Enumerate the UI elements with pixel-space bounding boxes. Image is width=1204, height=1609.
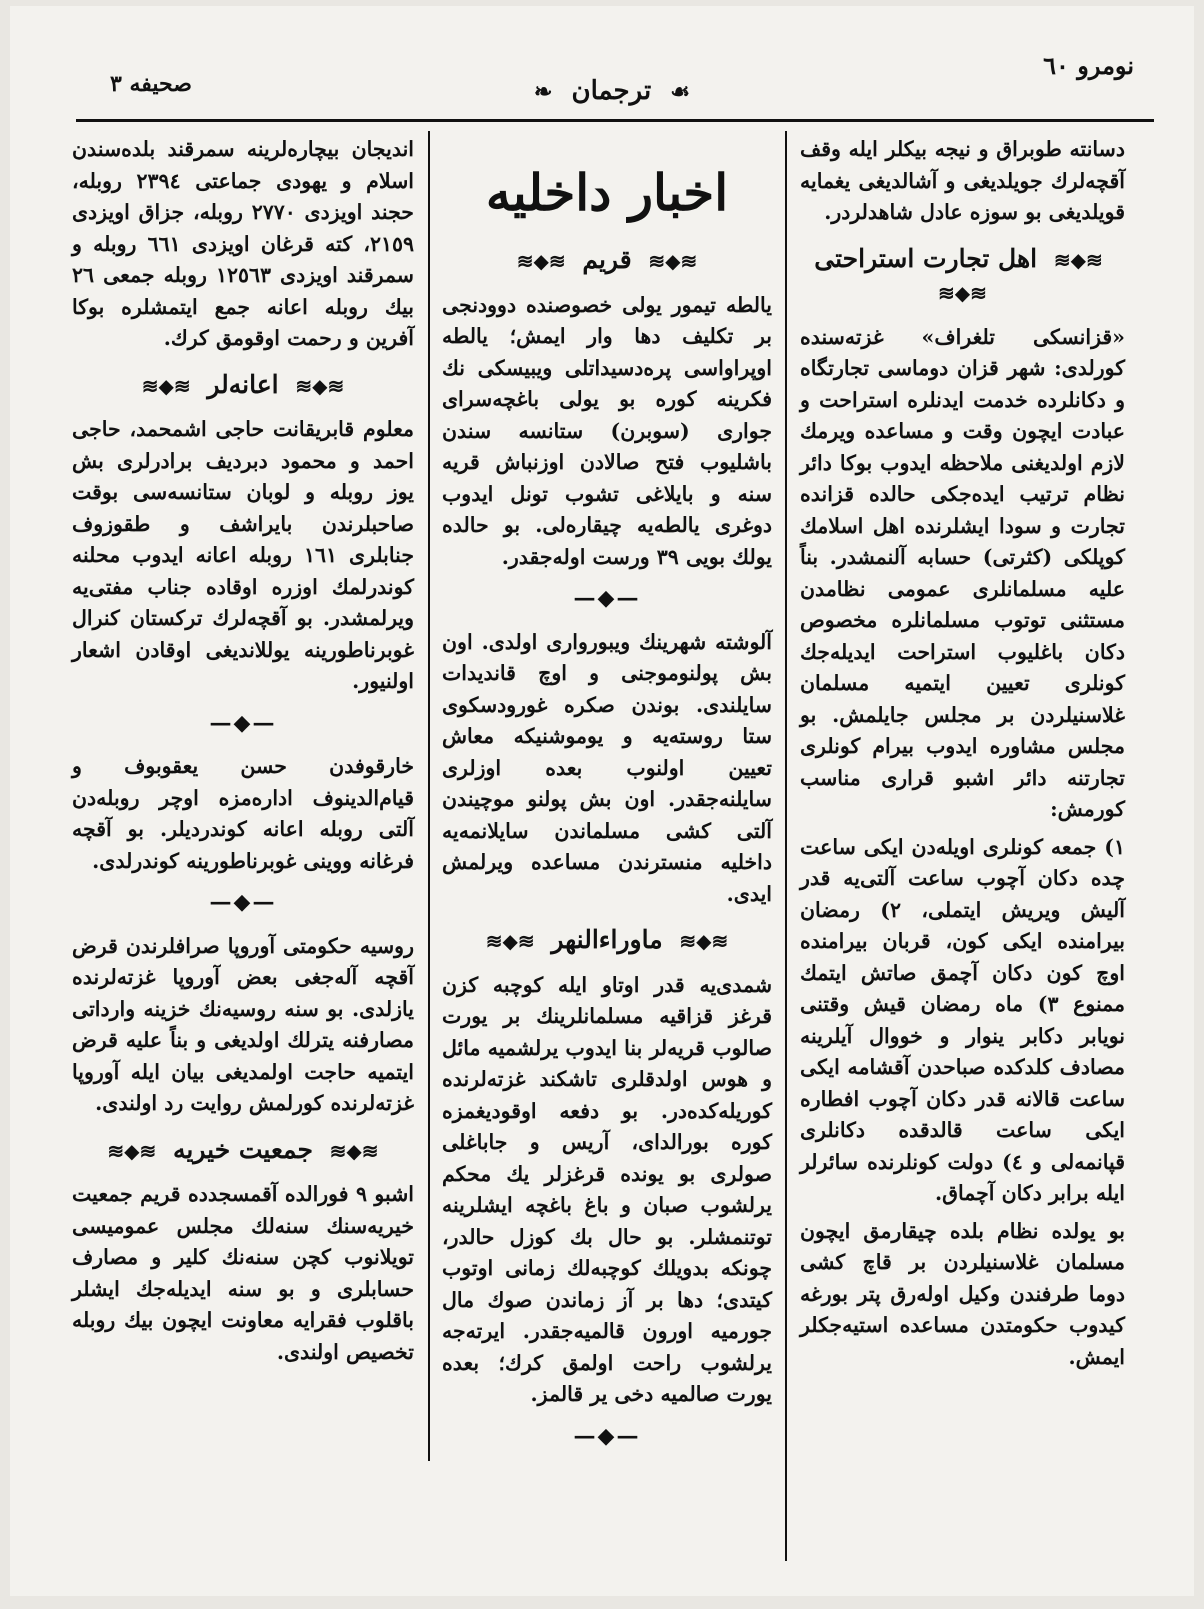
page-number: صحيفه ٣ — [110, 71, 192, 97]
column-divider — [785, 131, 787, 1561]
paragraph: یالطه تیمور یولی خصوصنده دوودنجی بر تکلیف دها وار ایمش؛ یالطه اوپراواسی پره‌دسیداتلی ویبیسکی نك فکرینه کوره بو یولی باغچه‌سرای جواری (سوبرن) ستانسه سندن باشلیوب فتح صالادن اوزنباش قریه سنه و بایلاغی تشوب تونل ایدوب دوغری یالطه‌یه چیقاره‌لی. بو حالده یولك بویی ٣٩ ورست اوله‌جقدر. — [442, 292, 772, 569]
paragraph: خارقوفدن حسن یعقوبوف و قیام‌الدینوف اداره‌مزه اوچر روبله‌دن آلتی روبله اعانه کوندردیلر. بو آقچه فرغانه ووینی غوبرناطورینه کوندرلدی. — [72, 754, 414, 873]
right-column — [800, 134, 1125, 1379]
divider-ornament: —◆— — [209, 889, 277, 915]
ornament-icon: ≋◆≋ — [648, 249, 698, 273]
paragraph: اندیجان بیچاره‌لرینه سمرقند بلده‌سندن اسلام و یهودی جماعتی ٢٣٩٤ روبله، حجند اویزدی ٢٧٧٠ روبله، جزاق اویزدی ٢١٥٩، کته قرغان اویزدی ٦٦١ روبله و سمرقند اویزدی ١٢٥٦٣ روبله جمعی ٢٦ بیك روبله اعانه جمع ایتمشلره بوکا آفرین و رحمت اوقومق کرك. — [72, 137, 414, 350]
section-heading — [442, 244, 772, 278]
paragraph: ١) جمعه کونلری اویله‌دن ایکی ساعت چده دکان آچوب ساعت آلتی‌یه قدر آلیش ویریش ایتملی، ٢) رمضان بیرامنده ایکی کون، قربان بیرامنده اوچ کون دکان آچمق صاتش ایتمك ممنوع ٣) ماه رمضان قیش وقتنی نویابر دکابر ینوار و خووال آیلرینه مصادف کلدکده صباحدن آقشامه ایکی ساعت قالانه قدر دکان آچوب افطاره ایکی ساعت قالدقده دکانلری قپانمه‌لی و ٤) دولت کونلرنده سائرلر ایله برابر دکان آچماق. — [800, 834, 1126, 1205]
divider-ornament: —◆— — [573, 585, 641, 611]
ornament-icon: ≋◆≋ — [329, 1138, 379, 1163]
middle-column — [442, 134, 772, 1464]
divider-ornament: —◆— — [573, 1422, 641, 1449]
ornament-icon: ❧ — [534, 79, 553, 105]
header-rule — [76, 119, 1154, 122]
section-title: جمعیت خیریه — [173, 1134, 313, 1164]
ornament-icon: ≋◆≋ — [516, 249, 566, 273]
ornament-icon: ≋◆≋ — [141, 373, 191, 398]
paragraph: «قزانسکی تلغراف» غزته‌سنده کورلدی: شهر قزان دوماسی تجارتگاه و دکانلرده خدمت ایدنلره استراحت و عبادت ایچون وقت و مساعده ویرمك لازم اولدیغنی ملاحظه ایدوب بوکا دائر نظام ترتیب ایده‌جکی حالده قزانده تجارت و سودا ایشلرنده اهل اسلامك کوپلکی (کثرتی) حسابه آلنمشدر. بناً علیه مسلمانلری عمومی نظامدن مستثنی توتوب مسلمانلره مخصوص دکان باغلیوب استراحت ایدیله‌جك کونلری تعیین ایتمیه مسلمان غلاسنیلردن بر مجلس جایلمش. بو مجلس مشاوره ایدوب بیرام کونلری تجارتنه دائر اشبو قراری مناسب کورمش: — [800, 324, 1125, 821]
masthead-title — [70, 76, 1154, 106]
section-title: ماوراءالنهر — [551, 925, 663, 954]
section-heading — [442, 924, 772, 958]
newspaper-page — [10, 6, 1194, 1596]
paragraph: بو یولده نظام بلده چیقارمق ایچون مسلمان غلاسنیلردن بر قاچ کشی دوما طرفندن وکیل اوله‌رق پتر بورغه کیدوب حکومتدن مساعده استیه‌جکلر ایمش. — [800, 1218, 1125, 1369]
section-heading — [800, 243, 1125, 310]
section-heading — [72, 369, 414, 403]
paragraph: اشبو ٩ فورالده آقمسجدده قریم جمعیت خیریه‌سنك سنه‌لك مجلس عمومیسی تویلانوب کچن سنه‌نك کلیر و مصارف حسابلری و بو سنه ایدیله‌جك ایشلر باقلوب فقرایه معاونت ایچون بیك روبله تخصیص اولندی. — [72, 1182, 414, 1364]
ornament-icon: ≋◆≋ — [1053, 247, 1103, 272]
paragraph: آلوشته شهرینك ویبورواری اولدی. اون بش پولنوموجنی و اوچ قاندیدات سایلندی. بوندن صکره غورودسکوی ستا روسته‌یه و یوموشنیکه معاش تعیین اولنوب بعده اوزلری سایلنه‌جقدر. اون بش پولنو موچیندن آلتی کشی مسلماندن سایلانمه‌یه داخلیه منسترندن مساعده ویرلمش ایدی. — [442, 629, 772, 906]
ornament-icon: ≋◆≋ — [679, 929, 729, 953]
paragraph: شمدی‌یه قدر اوتاو ایله کوچبه کزن قرغز قزاقیه مسلمانلرینك بر یورت صالوب قریه‌لر بنا ایدوب یرلشمیه مائل و هوس اولدقلری تاشکند غزته‌لرنده کوریله‌کده‌در. بو دفعه اوقودیغمزه کوره بورالدای، آریس و جاباغلی صولری بو یونده قرغزلر یك محکم یرلشوب صبان و باغ باغچه ایشلرینه توتنمشلر. بو حال بك کوزل حالدر، چونکه بدویلك کوچبه‌لك زمانی اوتوب کیتدی؛ دها بر آز زماندن صوك مال جورمیه اورون قالمیه‌جقدر. ایرته‌جه یرلشوب راحت اولمق کرك؛ بعده یورت صالمیه دخی یر قالمز. — [442, 972, 772, 1406]
newspaper-name: ترجمان — [571, 76, 652, 106]
paragraph: روسیه حکومتی آوروپا صرافلرندن قرض آقچه آله‌جغی بعض آوروپا غزته‌لرنده یازلدی. بو سنه روسیه‌نك خزینه وارداتی مصارفنه یترلك اولدیغی و بناً علیه قرض ایتمیه حاجت اولمدیغی بیان ایله آوروپا غزته‌لرنده کورلمش روایت رد اولندی. — [72, 933, 414, 1115]
section-heading — [72, 1134, 414, 1168]
section-title: اهل تجارت استراحتی — [814, 243, 1038, 273]
page-header — [70, 46, 1154, 116]
main-section-title: اخبار داخلیه — [485, 163, 729, 222]
section-title: قریم — [582, 245, 632, 274]
paragraph: معلوم قابریقانت حاجی اشمحمد، حاجی احمد و محمود دبردیف برادرلری بش یوز روبله و لوبان ستانسه‌سی بوقت صاحبلرندن بایراشف و طقوزوف جنابلری ١٦١ روبله اعانه ایدوب محلنه کوندرلمك اوزره اوقاده جناب مفتی‌یه ویرلمشدر. بو آقچه‌لرك ترکستان کنرال غوبرناطورینه یوللاندیغی اوقادن اشعار اولنیور. — [72, 417, 414, 693]
divider-ornament: —◆— — [209, 709, 277, 736]
ornament-icon: ☙ — [670, 79, 690, 105]
ornament-icon: ≋◆≋ — [107, 1138, 157, 1163]
ornament-icon: ≋◆≋ — [295, 373, 345, 398]
left-column — [72, 134, 414, 1374]
ornament-icon: ≋◆≋ — [485, 929, 535, 953]
column-divider — [428, 131, 430, 1461]
issue-number: نومرو ٦٠ — [1043, 51, 1134, 80]
ornament-icon: ≋◆≋ — [938, 281, 987, 305]
section-title: اعانه‌لر — [207, 369, 279, 399]
paragraph: دسانته طوبراق و نیجه بیکلر ایله وقف آقچه‌لرك جویلدیغی و آشالدیغی یغمایه قویلدیغی بو سوزه عادل شاهدلردر. — [800, 137, 1125, 224]
